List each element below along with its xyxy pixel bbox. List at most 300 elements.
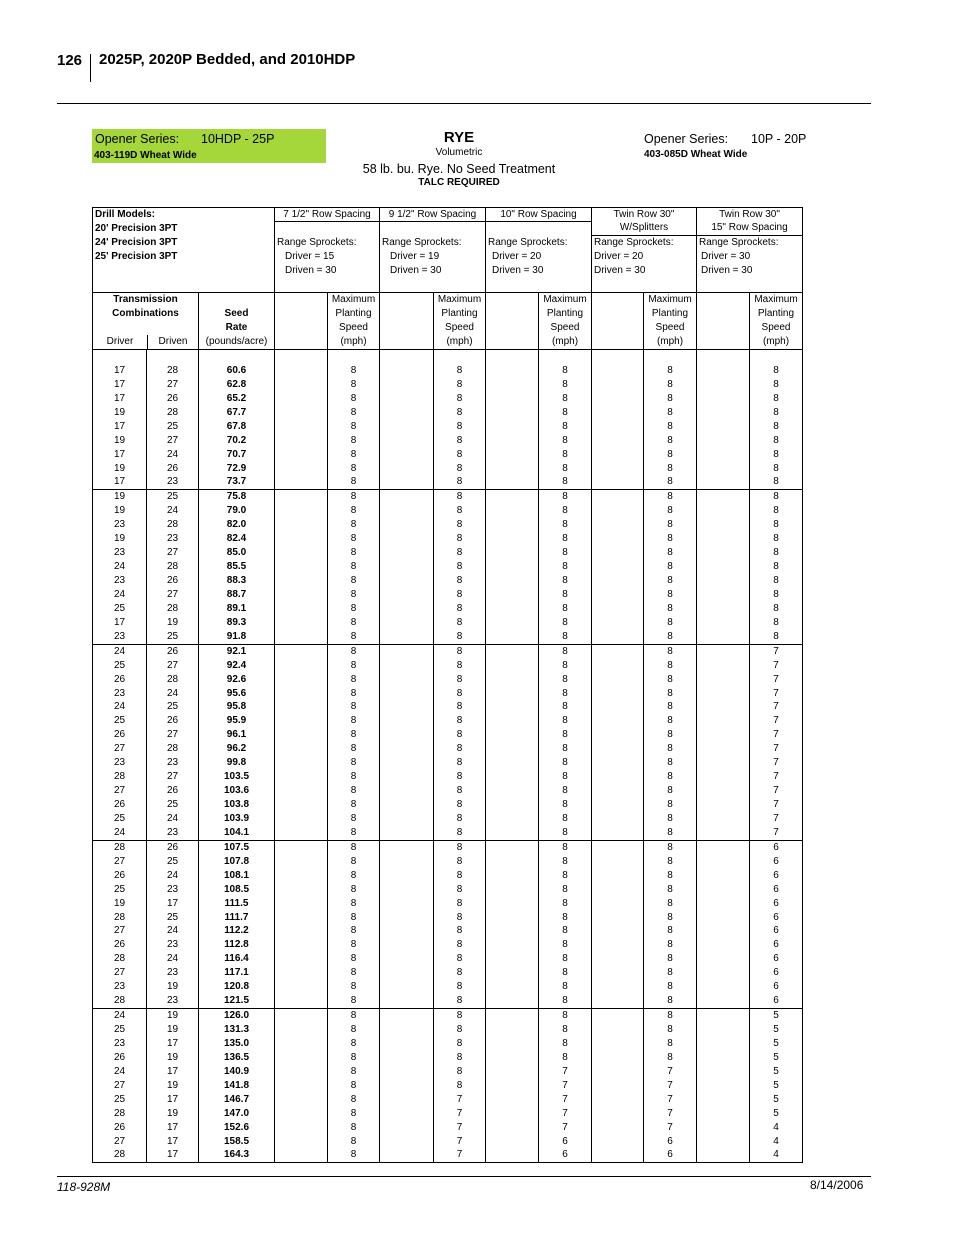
seed-rate-cell: 103.8 [199,798,275,812]
blank-cell [486,659,539,673]
table-row [93,560,803,574]
blank-cell [486,532,539,546]
table-body [93,364,803,1163]
driven-cell: 17 [147,1093,199,1107]
blank-cell [486,602,539,616]
max-speed-cell: 8 [434,897,486,911]
blank-cell [592,490,644,504]
range-driven: Driven = 30 [492,265,544,276]
blank-cell [697,687,750,701]
blank-cell [275,1148,328,1162]
speed-header-line: Maximum [543,294,587,305]
max-speed-cell: 8 [328,700,380,714]
max-speed-cell: 8 [328,897,380,911]
blank-cell [592,644,644,658]
max-speed-cell: 8 [539,897,592,911]
max-speed-cell: 8 [539,602,592,616]
blank-cell [380,924,434,938]
blank-cell [592,364,644,378]
blank-cell [592,952,644,966]
max-speed-cell: 8 [539,742,592,756]
blank-cell [697,406,750,420]
max-speed-cell: 8 [328,378,380,392]
table-row [93,406,803,420]
blank-cell [275,1107,328,1121]
blank-cell [486,938,539,952]
blank-cell [592,812,644,826]
table-row [93,574,803,588]
blank-cell [380,784,434,798]
max-speed-cell: 8 [750,475,803,489]
max-speed-cell: 8 [539,687,592,701]
driver-cell: 17 [93,364,147,378]
max-speed-cell: 5 [750,1079,803,1093]
max-speed-cell: 8 [328,911,380,925]
driven-cell: 28 [147,406,199,420]
max-speed-cell: 7 [644,1107,697,1121]
blank-cell [486,770,539,784]
blank-cell [380,855,434,869]
blank-cell [486,616,539,630]
blank-cell [592,980,644,994]
blank-cell [592,560,644,574]
blank-cell [275,1023,328,1037]
max-speed-cell: 8 [539,475,592,489]
max-speed-cell: 8 [434,855,486,869]
max-speed-cell: 8 [328,364,380,378]
blank-cell [697,364,750,378]
max-speed-cell: 8 [434,406,486,420]
blank-cell [486,784,539,798]
blank-cell [486,687,539,701]
table-row [93,1121,803,1135]
table-row [93,700,803,714]
blank-cell [275,490,328,504]
blank-cell [592,602,644,616]
driver-cell: 26 [93,869,147,883]
seed-rate-cell: 146.7 [199,1093,275,1107]
table-row [93,826,803,840]
blank-cell [592,616,644,630]
blank-cell [697,756,750,770]
combinations-label: Combinations [112,308,179,319]
driven-cell: 23 [147,966,199,980]
max-speed-cell: 7 [750,826,803,840]
max-speed-cell: 8 [644,588,697,602]
blank-cell [486,475,539,489]
blank-cell [486,952,539,966]
max-speed-cell: 8 [434,1051,486,1065]
range-sprockets-label: Range Sprockets: [699,237,779,248]
blank-cell [486,980,539,994]
blank-cell [697,700,750,714]
max-speed-cell: 7 [434,1107,486,1121]
driven-cell: 26 [147,714,199,728]
max-speed-cell: 8 [539,364,592,378]
max-speed-cell: 8 [750,490,803,504]
max-speed-cell: 8 [750,588,803,602]
seed-rate-cell: 73.7 [199,475,275,489]
max-speed-cell: 8 [644,364,697,378]
max-speed-cell: 8 [539,518,592,532]
table-row [93,966,803,980]
blank-cell [697,1135,750,1149]
max-speed-cell: 8 [434,364,486,378]
max-speed-cell: 8 [434,532,486,546]
blank-cell [380,728,434,742]
blank-cell [486,812,539,826]
driven-cell: 17 [147,1065,199,1079]
blank-cell [592,420,644,434]
table-row [93,602,803,616]
blank-cell [592,392,644,406]
max-speed-cell: 8 [644,742,697,756]
blank-cell [380,798,434,812]
blank-cell [592,518,644,532]
speed-header-line: Planting [441,308,478,319]
document-date: 8/14/2006 [810,1178,864,1192]
blank-cell [486,546,539,560]
crop-heading [330,129,588,188]
blank-cell [592,728,644,742]
driven-cell: 26 [147,840,199,854]
max-speed-cell: 8 [539,490,592,504]
max-speed-cell: 8 [328,812,380,826]
max-speed-cell: 8 [539,728,592,742]
blank-cell [592,994,644,1008]
driver-cell: 19 [93,490,147,504]
speed-header-line: Planting [651,308,689,319]
max-speed-cell: 8 [644,756,697,770]
max-speed-cell: 8 [328,714,380,728]
max-speed-cell: 8 [644,448,697,462]
blank-cell [697,475,750,489]
seed-rate-cell: 95.9 [199,714,275,728]
footer-rule [57,1176,871,1177]
table-row [93,1135,803,1149]
max-speed-cell: 8 [644,574,697,588]
max-speed-cell: 8 [434,798,486,812]
range-sprockets-label: Range Sprockets: [488,237,568,248]
max-speed-cell: 8 [539,869,592,883]
max-speed-cell: 6 [750,924,803,938]
max-speed-cell: 8 [539,1037,592,1051]
driven-cell: 23 [147,475,199,489]
blank-header [592,293,644,350]
speed-header [539,293,592,350]
seed-rate-cell: 104.1 [199,826,275,840]
blank-cell [697,518,750,532]
max-speed-cell: 6 [750,980,803,994]
blank-cell [592,826,644,840]
speed-header [644,293,697,350]
blank-cell [380,392,434,406]
blank-cell [697,378,750,392]
speed-header-line: Maximum [754,294,798,305]
spacing-cell-4 [592,208,697,293]
max-speed-cell: 8 [750,378,803,392]
blank-cell [697,1079,750,1093]
blank-cell [380,504,434,518]
max-speed-cell: 8 [434,475,486,489]
table-row [93,952,803,966]
max-speed-cell: 8 [539,616,592,630]
max-speed-cell: 8 [750,392,803,406]
blank-header [275,293,328,350]
blank-cell [380,700,434,714]
driver-cell: 28 [93,952,147,966]
range-sprockets-label: Range Sprockets: [382,237,462,248]
seed-rate-cell: 117.1 [199,966,275,980]
driver-cell: 23 [93,980,147,994]
blank-cell [486,1051,539,1065]
blank-cell [697,434,750,448]
seed-rate-cell: 164.3 [199,1148,275,1162]
blank-cell [380,952,434,966]
range-driver: Driver = 15 [285,251,335,262]
blank-cell [486,756,539,770]
blank-cell [275,659,328,673]
max-speed-cell: 7 [539,1121,592,1135]
max-speed-cell: 8 [434,1079,486,1093]
blank-cell [592,434,644,448]
spacing-label: Twin Row 30" [719,209,780,220]
spacing-label: 7 1/2" Row Spacing [275,208,379,222]
blank-cell [592,897,644,911]
max-speed-cell: 8 [328,687,380,701]
blank-cell [486,588,539,602]
table-row [93,616,803,630]
seed-rate-cell: 112.8 [199,938,275,952]
seed-rate-cell: 79.0 [199,504,275,518]
driven-cell: 17 [147,1121,199,1135]
blank-cell [275,756,328,770]
max-speed-cell: 8 [644,938,697,952]
seed-rate-cell: 107.8 [199,855,275,869]
blank-cell [697,1009,750,1023]
driver-cell: 26 [93,798,147,812]
driven-cell: 17 [147,1135,199,1149]
blank-cell [275,855,328,869]
speed-header [434,293,486,350]
seed-rate-cell: 91.8 [199,630,275,644]
max-speed-cell: 8 [434,462,486,476]
max-speed-cell: 8 [434,560,486,574]
max-speed-cell: 8 [328,1051,380,1065]
driver-cell: 24 [93,644,147,658]
max-speed-cell: 8 [328,966,380,980]
max-speed-cell: 8 [328,560,380,574]
max-speed-cell: 8 [644,392,697,406]
seed-rate-cell: 121.5 [199,994,275,1008]
transmission-label: Transmission [113,294,178,305]
blank-cell [486,462,539,476]
blank-cell [275,770,328,784]
driven-cell: 23 [147,938,199,952]
max-speed-cell: 8 [644,728,697,742]
blank-cell [380,687,434,701]
blank-cell [275,616,328,630]
max-speed-cell: 8 [750,546,803,560]
blank-cell [697,1023,750,1037]
driver-cell: 26 [93,673,147,687]
speed-header-line: (mph) [446,336,473,347]
seed-rate-cell: 136.5 [199,1051,275,1065]
max-speed-cell: 8 [539,448,592,462]
blank-cell [697,673,750,687]
blank-cell [592,798,644,812]
max-speed-cell: 8 [539,798,592,812]
blank-cell [380,1023,434,1037]
table-row [93,1051,803,1065]
blank-cell [380,532,434,546]
driver-cell: 17 [93,420,147,434]
blank-cell [486,1009,539,1023]
max-speed-cell: 8 [434,700,486,714]
driver-cell: 28 [93,994,147,1008]
seed-rate-cell: 88.7 [199,588,275,602]
seed-rate-cell: 111.5 [199,897,275,911]
rate-header [199,293,275,350]
blank-cell [380,560,434,574]
seed-rate-cell: 120.8 [199,980,275,994]
max-speed-cell: 8 [539,756,592,770]
blank-cell [275,448,328,462]
blank-cell [380,574,434,588]
driver-cell: 24 [93,588,147,602]
driver-cell: 17 [93,392,147,406]
blank-cell [592,532,644,546]
blank-header [380,293,434,350]
blank-cell [697,392,750,406]
max-speed-cell: 6 [750,869,803,883]
max-speed-cell: 8 [434,938,486,952]
max-speed-cell: 8 [434,448,486,462]
driver-cell: 28 [93,1148,147,1162]
blank-cell [275,952,328,966]
max-speed-cell: 8 [539,1023,592,1037]
driver-cell: 17 [93,448,147,462]
blank-cell [592,462,644,476]
drill-model-item: 20' Precision 3PT [95,223,178,234]
table-row [93,1023,803,1037]
blank-cell [380,883,434,897]
table-row [93,883,803,897]
table-row [93,1107,803,1121]
blank-cell [697,770,750,784]
max-speed-cell: 8 [328,644,380,658]
blank-cell [275,798,328,812]
opener-left-part: 403-119D Wheat Wide [94,150,197,161]
max-speed-cell: 8 [539,883,592,897]
blank-cell [275,475,328,489]
max-speed-cell: 8 [539,659,592,673]
max-speed-cell: 4 [750,1121,803,1135]
seed-rate-cell: 92.6 [199,673,275,687]
max-speed-cell: 8 [434,392,486,406]
driven-cell: 25 [147,420,199,434]
table-row [93,770,803,784]
blank-cell [380,980,434,994]
max-speed-cell: 8 [644,1023,697,1037]
driven-cell: 19 [147,616,199,630]
column-header-row [93,293,803,350]
blank-cell [592,784,644,798]
drill-model-row [93,208,803,293]
seed-rate-cell: 75.8 [199,490,275,504]
blank-cell [275,378,328,392]
blank-cell [380,966,434,980]
max-speed-cell: 8 [644,994,697,1008]
blank-cell [380,378,434,392]
blank-cell [380,1065,434,1079]
table-row [93,475,803,489]
seed-rate-cell: 70.7 [199,448,275,462]
max-speed-cell: 8 [539,588,592,602]
range-driven: Driven = 30 [390,265,442,276]
driven-cell: 24 [147,924,199,938]
driven-cell: 27 [147,588,199,602]
driven-cell: 26 [147,784,199,798]
blank-cell [486,644,539,658]
max-speed-cell: 8 [644,673,697,687]
driver-cell: 24 [93,560,147,574]
max-speed-cell: 8 [328,602,380,616]
seed-rate-cell: 95.6 [199,687,275,701]
driver-cell: 27 [93,1079,147,1093]
blank-cell [697,966,750,980]
drill-models-title: Drill Models: [95,209,156,220]
blank-cell [380,434,434,448]
driven-cell: 27 [147,770,199,784]
blank-cell [275,364,328,378]
seed-rate-cell: 116.4 [199,952,275,966]
blank-cell [275,784,328,798]
max-speed-cell: 8 [644,770,697,784]
max-speed-cell: 5 [750,1065,803,1079]
blank-cell [275,1037,328,1051]
driver-cell: 28 [93,1107,147,1121]
blank-cell [380,1093,434,1107]
blank-cell [592,378,644,392]
blank-cell [486,700,539,714]
blank-cell [697,798,750,812]
max-speed-cell: 8 [434,714,486,728]
blank-cell [275,938,328,952]
max-speed-cell: 6 [750,966,803,980]
table-row [93,687,803,701]
max-speed-cell: 8 [328,784,380,798]
max-speed-cell: 7 [434,1093,486,1107]
max-speed-cell: 7 [750,700,803,714]
driven-cell: 24 [147,812,199,826]
max-speed-cell: 8 [539,1009,592,1023]
opener-left-box [92,129,326,163]
max-speed-cell: 6 [539,1135,592,1149]
max-speed-cell: 8 [539,840,592,854]
max-speed-cell: 6 [539,1148,592,1162]
max-speed-cell: 8 [328,1093,380,1107]
blank-cell [275,897,328,911]
max-speed-cell: 8 [644,1037,697,1051]
max-speed-cell: 8 [750,406,803,420]
spacing-label: Twin Row 30" [613,209,675,220]
speed-header-line: (mph) [551,336,579,347]
blank-cell [275,1051,328,1065]
blank-cell [592,673,644,687]
max-speed-cell: 8 [539,378,592,392]
max-speed-cell: 8 [328,490,380,504]
